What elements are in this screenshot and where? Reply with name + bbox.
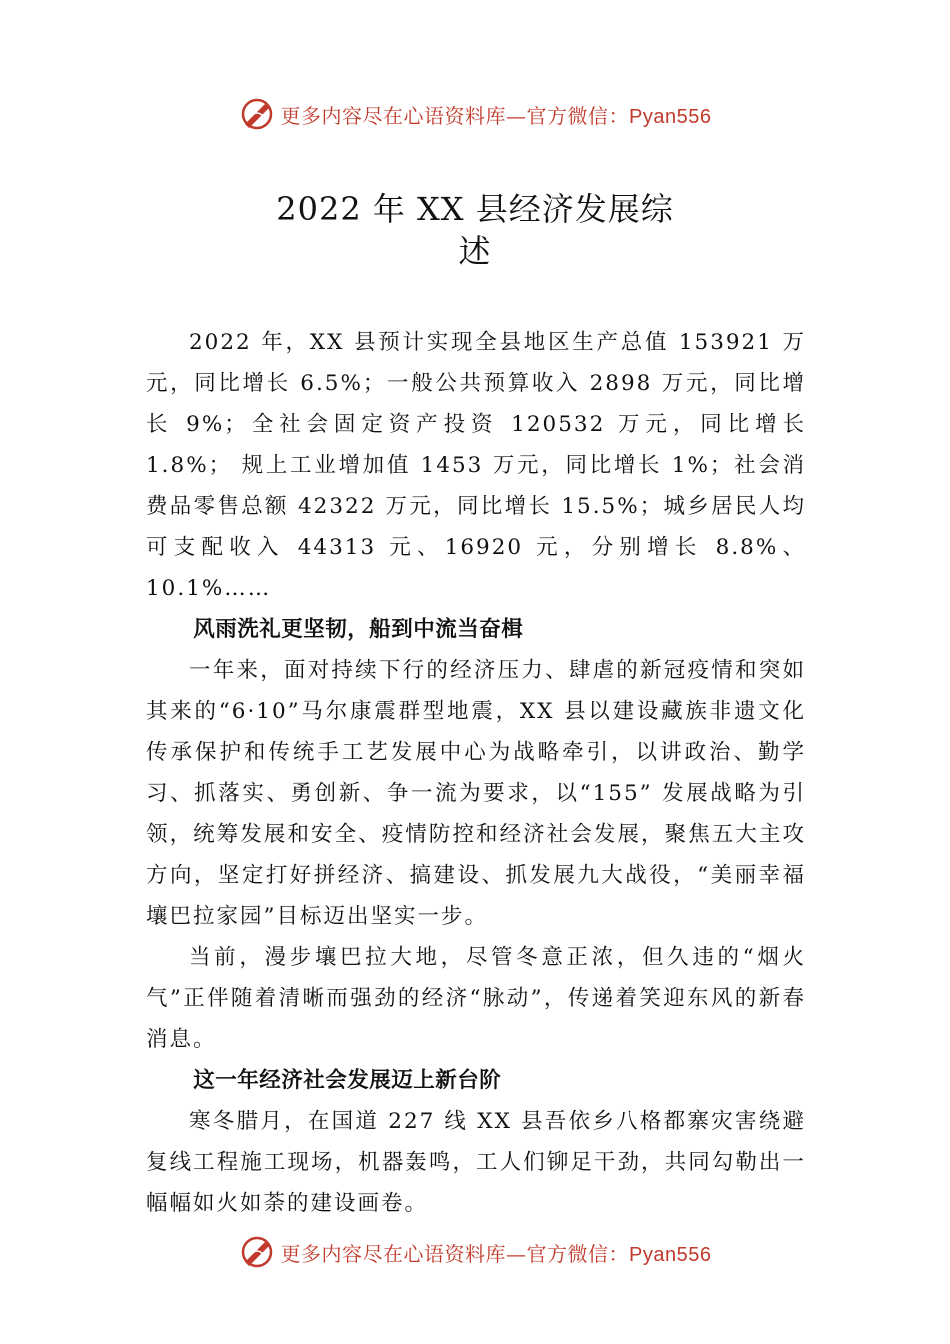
- pen-logo-icon: [239, 96, 275, 132]
- title-line-2: 述: [458, 232, 492, 270]
- document-body: [146, 322, 806, 1224]
- pen-logo-icon: [239, 1234, 275, 1270]
- banner-label: 更多内容尽在心语资料库—官方微信：: [280, 1241, 630, 1266]
- banner-wechat-id: Pyan556: [629, 105, 712, 128]
- section-heading-2: 这一年经济社会发展迈上新台阶: [193, 1068, 502, 1093]
- footer-watermark-banner: [0, 1230, 950, 1274]
- paragraph-review: 一年来，面对持续下行的经济压力、肆虐的新冠疫情和突如其来的“6·10”马尔康震群型地震，XX 县以建设藏族非遗文化传承保护和传统手工艺发展中心为战略牵引，以讲政治、勤学习、抓落实、勇创新、争一流为要求，以“155” 发展战略为引领，统筹发展和安全、疫情防控和经济社会发展，聚焦五大主攻方向，坚定打好拼经济、搞建设、抓发展九大战役，“美丽幸福壤巴拉家园”目标迈出坚实一步。: [146, 658, 806, 929]
- paragraph-current: 当前，漫步壤巴拉大地，尽管冬意正浓，但久违的“烟火气”正伴随着清晰而强劲的经济“脉动”，传递着笑迎东风的新春消息。: [146, 945, 806, 1052]
- banner-text: [281, 100, 712, 129]
- banner-wechat-id: Pyan556: [629, 1243, 712, 1266]
- section-heading-1: 风雨洗礼更坚韧，船到中流当奋楫: [193, 617, 524, 642]
- banner-label: 更多内容尽在心语资料库—官方微信：: [280, 103, 630, 128]
- paragraph-intro: 2022 年，XX 县预计实现全县地区生产总值 153921 万元，同比增长 6.5%；一般公共预算收入 2898 万元，同比增长 9%；全社会固定资产投资 120532 万元，同比增长 1.8%； 规上工业增加值 1453 万元，同比增长 1%；社会消费品零售总额 42322 万元，同比增长 15.5%；城乡居民人均可支配收入 44313 元、16920 元，分别增长 8.8%、10.1%……: [146, 330, 806, 601]
- header-watermark-banner: [0, 92, 950, 136]
- banner-text: [281, 1238, 712, 1267]
- paragraph-construction: 寒冬腊月，在国道 227 线 XX 县吾依乡八格都寨灾害绕避复线工程施工现场，机器轰鸣，工人们铆足干劲，共同勾勒出一幅幅如火如荼的建设画卷。: [146, 1109, 806, 1216]
- title-line-1: 2022 年 XX 县经济发展综: [276, 190, 674, 228]
- document-title: [0, 188, 950, 272]
